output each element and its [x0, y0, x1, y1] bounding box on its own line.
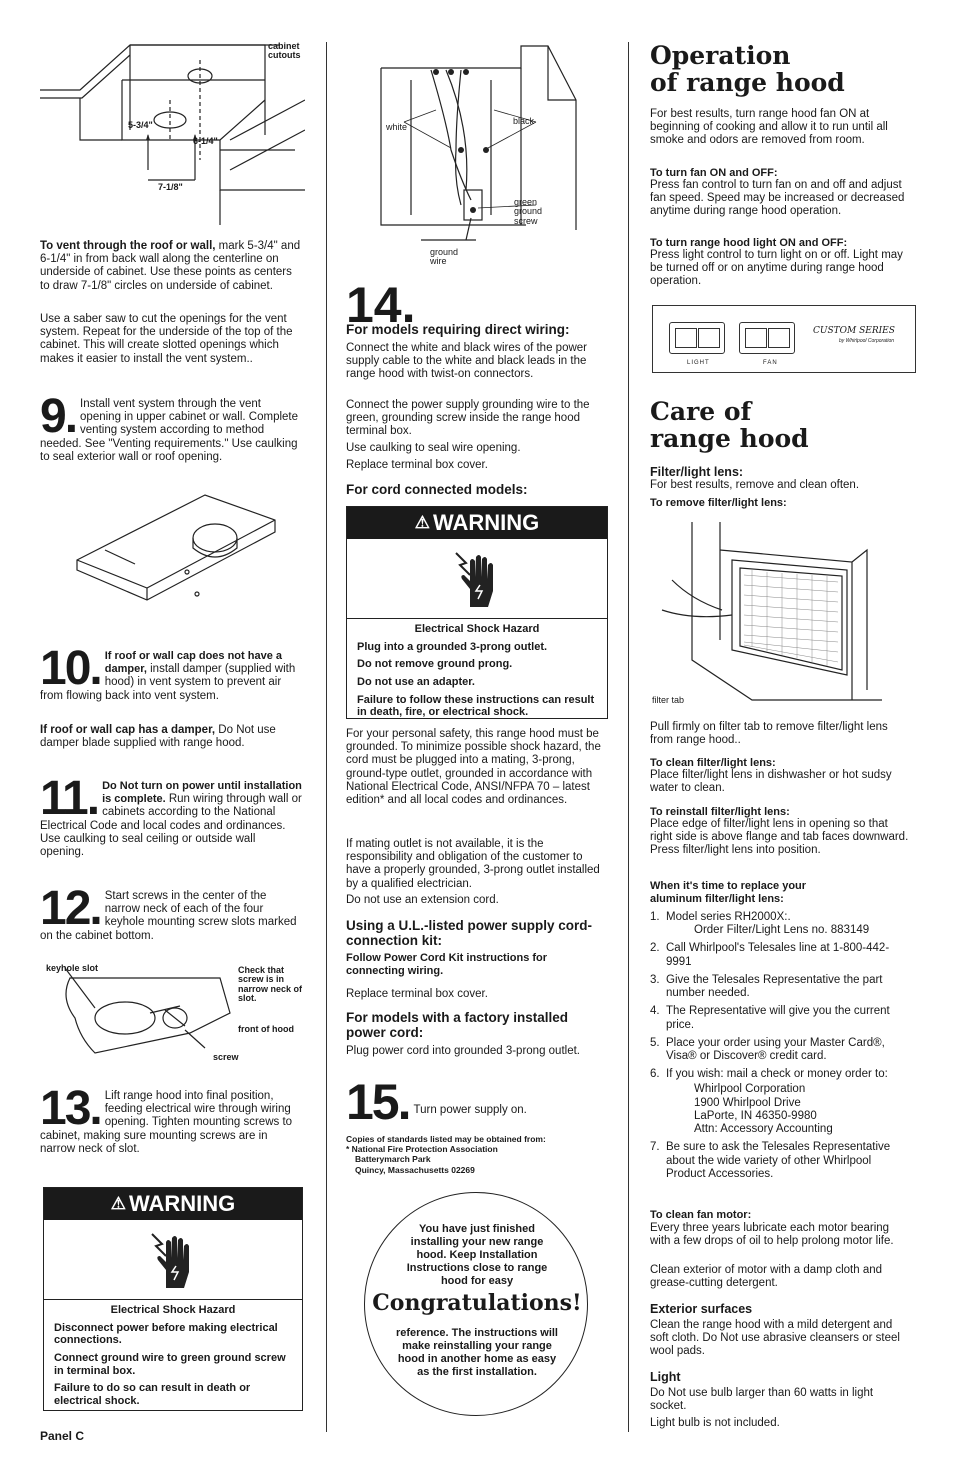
warning-line: Connect ground wire to green ground screw in terminal box. — [54, 1351, 286, 1377]
direct-wiring-paragraph: Use caulking to seal wire opening. — [346, 442, 521, 454]
fan-paragraph: Press fan control to turn fan on and off and adjust fan speed. Speed may be increased or decreased anytime during range hood operation. — [650, 179, 905, 218]
address-block: Whirlpool Corporation 1900 Whirlpool Drive LaPorte, IN 46350-9980 Attn: Accessory Accounting — [694, 1083, 833, 1136]
column-divider — [628, 42, 629, 1432]
direct-wiring-heading: For models requiring direct wiring: — [346, 322, 570, 337]
saber-saw-paragraph: Use a saber saw to cut the openings for the vent system. Repeat for the underside of the top of the cabinet. This will create slotted openings which makes it easier to install the vent system.. — [40, 313, 293, 365]
warning-triangle-icon: ⚠ — [110, 1194, 126, 1213]
factory-cord-heading: For models with a factory installed power cord: — [346, 1010, 569, 1040]
roof-vent-paragraph: To vent through the roof or wall, mark 5-3/4" and 6-1/4" in from back wall along the centerline on underside of cabinet. Use these points as centers to draw 7-1/8" circles on underside of cabinet. — [40, 240, 301, 292]
warning-line: Do not remove ground prong. — [357, 658, 513, 671]
exterior-paragraph: Clean the range hood with a mild detergent and soft cloth. Do Not use abrasive cleansers or steel wool pads. — [650, 1319, 900, 1358]
wiring-figure — [376, 40, 608, 270]
hand-shock-icon — [452, 549, 502, 609]
step-11: 11. Do Not turn on power until installation is complete. Run wiring through wall or cabinets according to the National Electrical Code and local codes and ordinances. Use caulking to seal ceiling or outside wall opening. — [40, 772, 302, 859]
warning-header: ⚠ WARNING — [347, 507, 607, 539]
congrats-title: Congratulations! — [372, 1290, 582, 1316]
filter-paragraph: For best results, remove and clean often. — [650, 479, 860, 491]
safety-paragraph: If mating outlet is not available, it is the responsibility and obligation of the customer to have a properly grounded, 3-prong outlet installed by a qualified electrician. — [346, 838, 600, 890]
label-keyhole-slot: keyhole slot — [46, 963, 99, 973]
keyhole-slot-figure — [40, 958, 302, 1068]
label-dim-6-1-4: 6-1/4" — [193, 136, 218, 146]
congratulations-circle — [364, 1192, 588, 1416]
label-ground-wire: ground wire — [430, 247, 459, 267]
step-number: 12. — [40, 882, 101, 935]
step-number: 10. — [40, 642, 101, 695]
brand-sublabel: by Whirlpool Corporation — [839, 338, 895, 344]
control-panel — [652, 305, 916, 373]
filter-removal-figure — [652, 520, 892, 710]
step-number: 13. — [40, 1082, 101, 1135]
remove-filter-heading: To remove filter/light lens: — [650, 497, 787, 509]
label-check-screw: Check that screw is in narrow neck of slot. — [238, 965, 303, 1004]
label-dim-5-3-4: 5-3/4" — [128, 120, 153, 130]
ul-kit-heading: Using a U.L.-listed power supply cord-connection kit: — [346, 918, 593, 948]
reinstall-filter-paragraph: Place edge of filter/light lens in opening so that right side is above flange and tab faces downward. Press filter/light lens into position. — [650, 818, 909, 857]
filter-heading: Filter/light lens: — [650, 465, 744, 479]
range-hood-figure — [75, 490, 285, 620]
list-item: 3. Give the Telesales Representative the part number needed. — [650, 973, 883, 1000]
step-15: 15. Turn power supply on. — [346, 1074, 527, 1130]
list-item: 4. The Representative will give you the current price. — [650, 1005, 890, 1031]
direct-wiring-paragraph: Connect the white and black wires of the power supply cable to the white and black leads in the range hood with twist-on connectors. — [346, 342, 587, 381]
light-heading: To turn range hood light ON and OFF: — [650, 237, 848, 249]
step-10-damper-note: If roof or wall cap has a damper, Do Not use damper blade supplied with range hood. — [40, 724, 276, 750]
label-green-ground-screw: green ground screw — [514, 197, 543, 226]
step-14-number: 14. — [346, 277, 416, 333]
brand-label: CUSTOM SERIES — [813, 326, 895, 336]
care-title: Care of — [650, 397, 752, 426]
clean-filter-heading: To clean filter/light lens: — [650, 757, 776, 769]
warning-triangle-icon: ⚠ — [414, 513, 430, 532]
list-item: 6. If you wish: mail a check or money order to: — [650, 1068, 888, 1081]
step-number: 11. — [40, 772, 99, 825]
label-black: black — [513, 116, 535, 126]
label-filter-tab: filter tab — [652, 695, 685, 705]
step-9: 9. Install vent system through the vent opening in upper cabinet or wall. Complete venting system according to method needed. See "Venting requirements." Use caulking to seal exterior wall or roof opening. — [40, 390, 299, 463]
list-item: 2. Call Whirlpool's Telesales line at 1-800-442-9991 — [650, 942, 890, 968]
operation-title: Operation — [650, 41, 791, 70]
reinstall-filter-heading: To reinstall filter/light lens: — [650, 806, 790, 818]
clean-filter-paragraph: Place filter/light lens in dishwasher or hot sudsy water to clean. — [650, 769, 892, 795]
label-white: white — [386, 122, 408, 132]
cabinet-drawing — [40, 40, 305, 230]
hood-drawing — [75, 490, 285, 620]
warning-text — [347, 619, 607, 728]
list-item: 7. Be sure to ask the Telesales Representative about the wide variety of other Whirlpool Product Accessories. — [650, 1141, 891, 1180]
direct-wiring-paragraph: Connect the power supply grounding wire to the green, grounding screw inside the range hood terminal box. — [346, 399, 590, 438]
warning-line: Failure to do so can result in death or electrical shock. — [54, 1382, 251, 1407]
panel-label: Panel C — [40, 1429, 85, 1443]
warning-box-grounded-outlet — [346, 506, 608, 719]
fan-control-label: FAN — [763, 360, 778, 366]
ul-kit-paragraph: Follow Power Cord Kit instructions for connecting wiring. — [346, 952, 548, 977]
operation-title: of range hood — [650, 68, 845, 97]
replace-steps-list — [650, 911, 914, 1186]
hazard-title: Electrical Shock Hazard — [110, 1304, 236, 1316]
clean-motor-paragraph: Every three years lubricate each motor bearing with a few drops of oil to help prolong motor life. — [650, 1222, 894, 1248]
step-12: 12. Start screws in the center of the narrow neck of each of the four keyhole mounting screw slots marked on the cabinet bottom. — [40, 882, 297, 942]
warning-line: Plug into a grounded 3-prong outlet. — [357, 640, 548, 653]
clean-motor-heading: To clean fan motor: — [650, 1209, 752, 1221]
light-bulb-heading: Light — [650, 1370, 681, 1384]
cord-connected-heading: For cord connected models: — [346, 482, 528, 497]
step-13: 13. Lift range hood into final position, feeding electrical wire through wiring opening. Tighten mounting screws to cabinet, making sure mounting screws are in narrow neck of slot. — [40, 1082, 293, 1155]
filter-drawing — [652, 520, 892, 710]
label-front-of-hood: front of hood — [238, 1024, 294, 1034]
warning-line: Failure to follow these instructions can result in death, fire, or electrical shock. — [357, 693, 595, 719]
fan-heading: To turn fan ON and OFF: — [650, 167, 778, 179]
ul-kit-paragraph: Replace terminal box cover. — [346, 988, 488, 1000]
hand-shock-icon — [148, 1230, 198, 1290]
shock-hazard-icon — [44, 1220, 302, 1300]
congrats-top-text: You have just finished installing your new range hood. Keep Installation Instructions close to range hood for easy — [406, 1223, 548, 1287]
light-control-button[interactable] — [669, 322, 725, 354]
operation-intro: For best results, turn range hood fan ON at beginning of cooking and allow it to run until all smoke and odors are removed from room. — [650, 108, 888, 147]
label-screw: screw — [213, 1052, 239, 1062]
warning-text — [44, 1300, 302, 1416]
wiring-drawing — [376, 40, 608, 270]
list-item: 1. Model series RH2000X:. Order Filter/Light Lens no. 883149 — [650, 911, 870, 937]
light-paragraph: Press light control to turn light on or off. Light may be turned off or on anytime during range hood operation. — [650, 249, 903, 288]
factory-cord-paragraph: Plug power cord into grounded 3-prong outlet. — [346, 1045, 580, 1057]
care-title: range hood — [650, 424, 809, 453]
hazard-title: Electrical Shock Hazard — [414, 623, 540, 635]
warning-line: Do not use an adapter. — [357, 675, 475, 688]
light-control-label: LIGHT — [687, 360, 710, 366]
direct-wiring-paragraph: Replace terminal box cover. — [346, 459, 488, 471]
label-dim-7-1-8: 7-1/8" — [158, 182, 183, 192]
step-number: 9. — [40, 390, 77, 443]
standards-note: Copies of standards listed may be obtained from: * National Fire Protection Association Batterymarch Park Quincy, Massachusetts 02269 — [346, 1134, 546, 1175]
congrats-bottom-text: reference. The instructions will make reinstalling your range hood in another home as easy as the first installation. — [396, 1327, 558, 1378]
pull-filter-paragraph: Pull firmly on filter tab to remove filter/light lens from range hood.. — [650, 721, 888, 747]
column-divider — [326, 42, 327, 1432]
step-10: 10. If roof or wall cap does not have a damper, install damper (supplied with hood) in vent system to prevent air from flowing back into vent system. — [40, 642, 296, 702]
fan-control-button[interactable] — [739, 322, 795, 354]
cabinet-cutout-figure — [40, 40, 305, 230]
light-bulb-paragraph: Do Not use bulb larger than 60 watts in light socket. — [650, 1387, 874, 1413]
warning-line: Disconnect power before making electrical connections. — [54, 1321, 278, 1347]
safety-paragraph: Do not use an extension cord. — [346, 894, 499, 906]
safety-paragraph: For your personal safety, this range hood must be grounded. To minimize possible shock hazard, the cord must be plugged into a mating, 3-prong, ground-type outlet, grounded in accordance with National Electrical Code, ANSI/NFPA 70 – latest edition* and all local codes and ordinances. — [346, 728, 601, 807]
light-bulb-paragraph: Light bulb is not included. — [650, 1417, 780, 1429]
exterior-heading: Exterior surfaces — [650, 1302, 753, 1316]
shock-hazard-icon — [347, 539, 607, 619]
clean-motor-paragraph: Clean exterior of motor with a damp cloth and grease-cutting detergent. — [650, 1264, 883, 1290]
list-item: 5. Place your order using your Master Card®, Visa® or Discover® credit card. — [650, 1036, 885, 1062]
warning-header: ⚠ WARNING — [44, 1188, 302, 1220]
label-cabinet-cutouts: cabinet cutouts — [268, 41, 301, 61]
warning-box-disconnect — [43, 1187, 303, 1411]
replace-filter-heading: When it's time to replace your aluminum filter/light lens: — [650, 880, 807, 905]
step-number: 15. — [346, 1074, 410, 1130]
